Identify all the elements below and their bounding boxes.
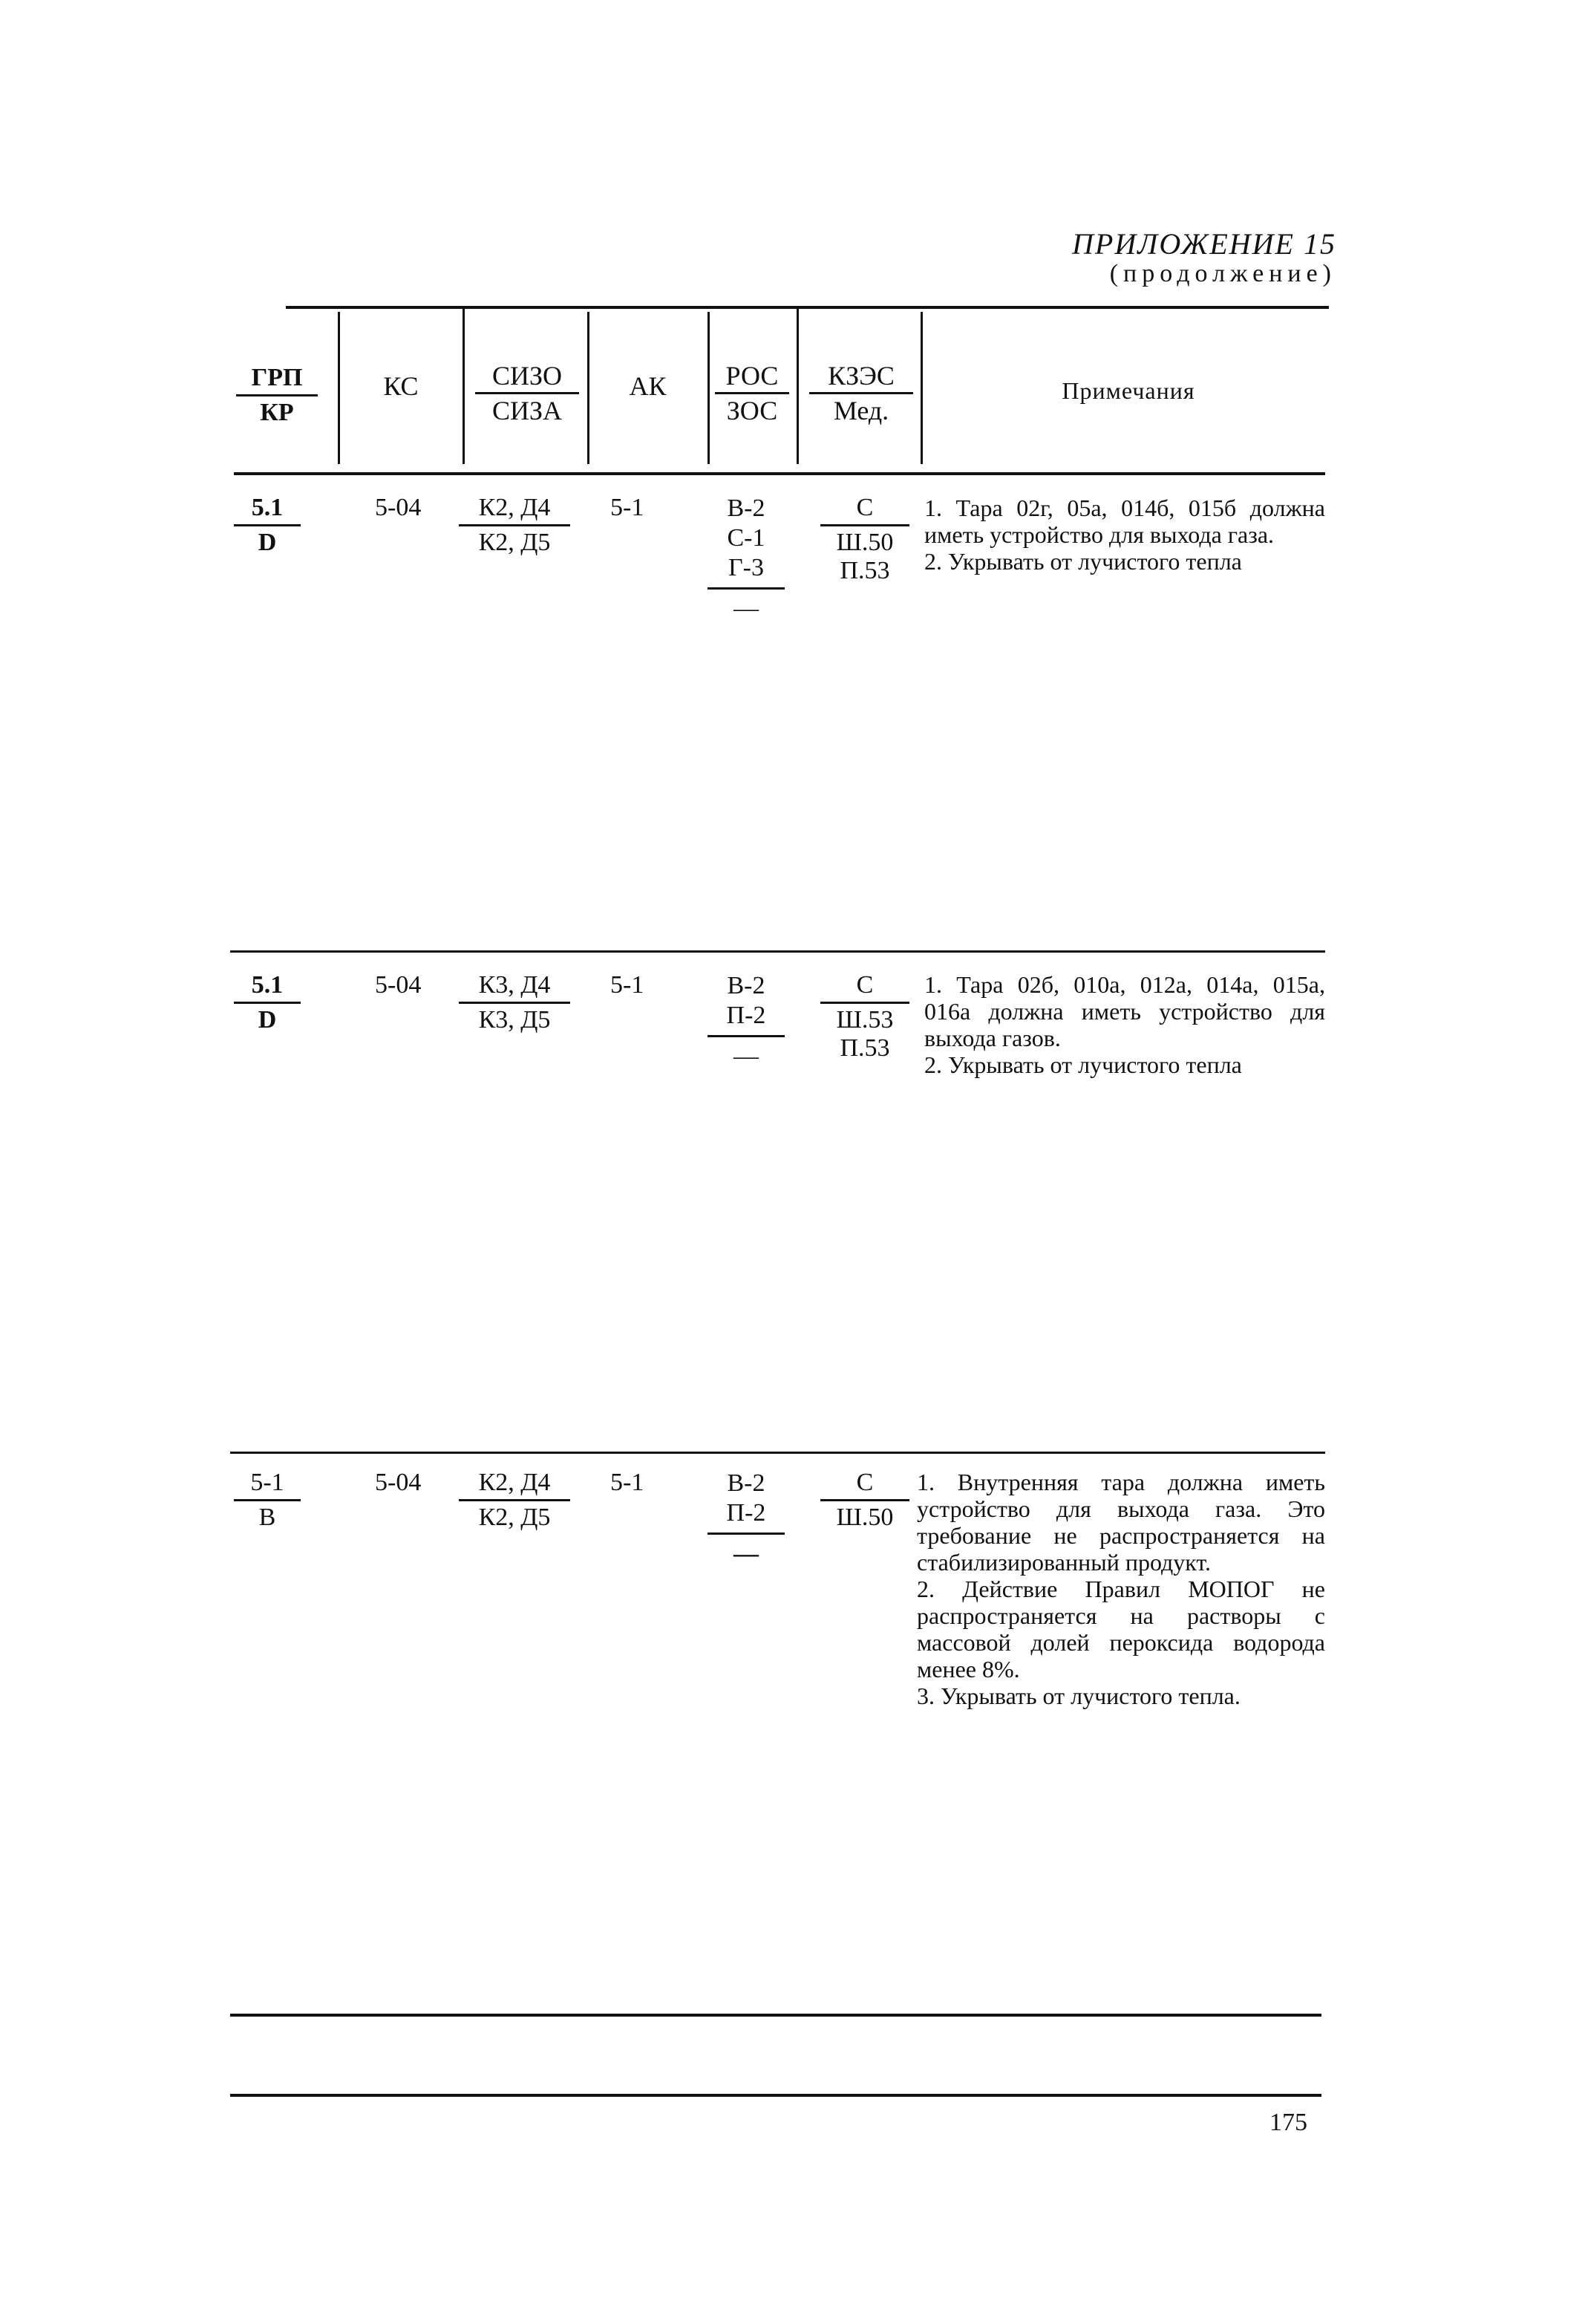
row1-sizo-siza [459, 494, 570, 557]
page-number: 175 [1269, 2109, 1307, 2136]
row1-sizo-bar [459, 524, 570, 526]
row2-kzes-bar [820, 1002, 909, 1004]
header-divider-6 [921, 312, 923, 464]
header-ak: АК [629, 371, 667, 401]
row1-med-2: П.53 [840, 557, 890, 584]
header-kr: КР [260, 399, 294, 426]
row2-ros-bar [707, 1035, 785, 1037]
row2-zos: — [733, 1042, 759, 1070]
row1-zos: — [733, 595, 759, 622]
row3-zos: — [733, 1540, 759, 1567]
row3-sizo: К2, Д4 [478, 1469, 551, 1496]
row2-ros-2: П-2 [726, 1002, 766, 1029]
row3-kzes-med [820, 1469, 909, 1532]
row2-ros-1: В-2 [727, 972, 765, 999]
row3-notes [917, 1469, 1325, 1709]
row3-kzes: С [856, 1469, 874, 1496]
row3-grp: 5-1 [250, 1469, 284, 1496]
row1-ak: 5-1 [610, 494, 644, 521]
row-separator-2 [230, 1452, 1325, 1454]
row1-ros-1: В-2 [727, 494, 765, 522]
header-ros-bar [715, 392, 789, 394]
row1-ros-2: С-1 [727, 524, 765, 552]
row1-ros-bar [707, 587, 785, 590]
row2-sizo-bar [459, 1002, 570, 1004]
row2-ks: 5-04 [375, 971, 422, 999]
header-grp-kr [236, 364, 318, 427]
header-kzes: КЗЭС [828, 361, 895, 391]
row1-siza: К2, Д5 [478, 529, 551, 556]
row3-ak: 5-1 [610, 1469, 644, 1496]
row3-med-1: Ш.50 [836, 1504, 894, 1531]
row2-kr: D [258, 1006, 277, 1034]
row2-sizo: К3, Д4 [478, 971, 551, 999]
header-kzes-bar [809, 392, 913, 394]
appendix-title: ПРИЛОЖЕНИЕ 15 [1072, 227, 1336, 261]
row3-note-3: 3. Укрывать от лучистого тепла. [917, 1682, 1241, 1709]
row3-ros-bar [707, 1533, 785, 1535]
header-divider-4 [707, 312, 710, 464]
row3-siza: К2, Д5 [478, 1504, 551, 1531]
row2-siza: К3, Д5 [478, 1006, 551, 1034]
header-top-rule [286, 306, 1329, 309]
row1-grp-bar [234, 524, 301, 526]
row2-sizo-siza [459, 971, 570, 1034]
row1-note-2: 2. Укрывать от лучистого тепла [924, 548, 1242, 575]
row3-ks: 5-04 [375, 1469, 422, 1496]
header-siza: СИЗА [491, 396, 563, 425]
bottom-rule-1 [230, 2014, 1321, 2017]
row2-ros-zos [702, 971, 791, 1071]
row2-note-1: 1. Тара 02б, 010а, 012а, 014а, 015а, 016а должна иметь устройство для выхода газов. [924, 971, 1325, 1051]
row2-med-1: Ш.53 [836, 1006, 894, 1034]
header-zos: ЗОС [726, 396, 778, 425]
header-sizo-siza [475, 362, 579, 425]
row2-kzes-med [820, 971, 909, 1063]
row1-grp: 5.1 [251, 494, 284, 521]
row2-grp-kr [234, 971, 301, 1034]
row3-grp-kr [234, 1469, 301, 1532]
row1-kzes: С [856, 494, 874, 521]
row2-ak: 5-1 [610, 971, 644, 999]
row2-grp-bar [234, 1002, 301, 1004]
row3-ros-zos [702, 1469, 791, 1569]
row2-notes [924, 971, 1325, 1078]
row3-note-2: 2. Действие Правил МОПОГ не распространяется на растворы с массовой долей пероксида водорода менее 8%. [917, 1576, 1325, 1682]
row3-kzes-bar [820, 1499, 909, 1501]
header-ros: РОС [725, 361, 779, 391]
header-divider-2 [463, 308, 465, 464]
row1-ros-zos [702, 494, 791, 624]
bottom-rule-2 [230, 2094, 1321, 2097]
row1-ks: 5-04 [375, 494, 422, 521]
row1-ros-3: Г-3 [728, 554, 764, 581]
header-grp: ГРП [251, 364, 303, 391]
row3-note-1: 1. Внутренняя тара должна иметь устройство для выхода газа. Это требование не распространяется на стабилизированный продукт. [917, 1469, 1325, 1576]
row2-note-2: 2. Укрывать от лучистого тепла [924, 1051, 1242, 1078]
row3-ros-1: В-2 [727, 1469, 765, 1497]
row-separator-1 [230, 950, 1325, 953]
header-bottom-rule [234, 472, 1325, 475]
row1-grp-kr [234, 494, 301, 557]
header-divider-1 [338, 312, 340, 464]
row1-note-1: 1. Тара 02г, 05а, 014б, 015б должна иметь устройство для выхода газа. [924, 494, 1325, 548]
row1-notes [924, 494, 1325, 575]
row1-kr: D [258, 529, 277, 556]
row3-ros-2: П-2 [726, 1499, 766, 1527]
header-sizo: СИЗО [491, 361, 563, 391]
appendix-subtitle: (продолжение) [1109, 260, 1336, 287]
header-grp-bar [236, 394, 318, 396]
row1-med-1: Ш.50 [836, 529, 894, 556]
row2-grp: 5.1 [251, 971, 284, 999]
header-divider-3 [587, 312, 589, 464]
header-med: Мед. [833, 396, 889, 425]
header-sizo-bar [475, 392, 579, 394]
row2-med-2: П.53 [840, 1034, 890, 1062]
row1-sizo: К2, Д4 [478, 494, 551, 521]
header-kzes-med [809, 362, 913, 425]
row3-kr: В [258, 1504, 276, 1531]
row3-sizo-bar [459, 1499, 570, 1501]
row3-grp-bar [234, 1499, 301, 1501]
row1-kzes-bar [820, 524, 909, 526]
row3-sizo-siza [459, 1469, 570, 1532]
header-ks: КС [383, 371, 419, 401]
header-divider-5 [797, 308, 799, 464]
header-ros-zos [715, 362, 789, 425]
row2-kzes: С [856, 971, 874, 999]
header-notes: Примечания [1062, 377, 1195, 404]
row1-kzes-med [820, 494, 909, 585]
